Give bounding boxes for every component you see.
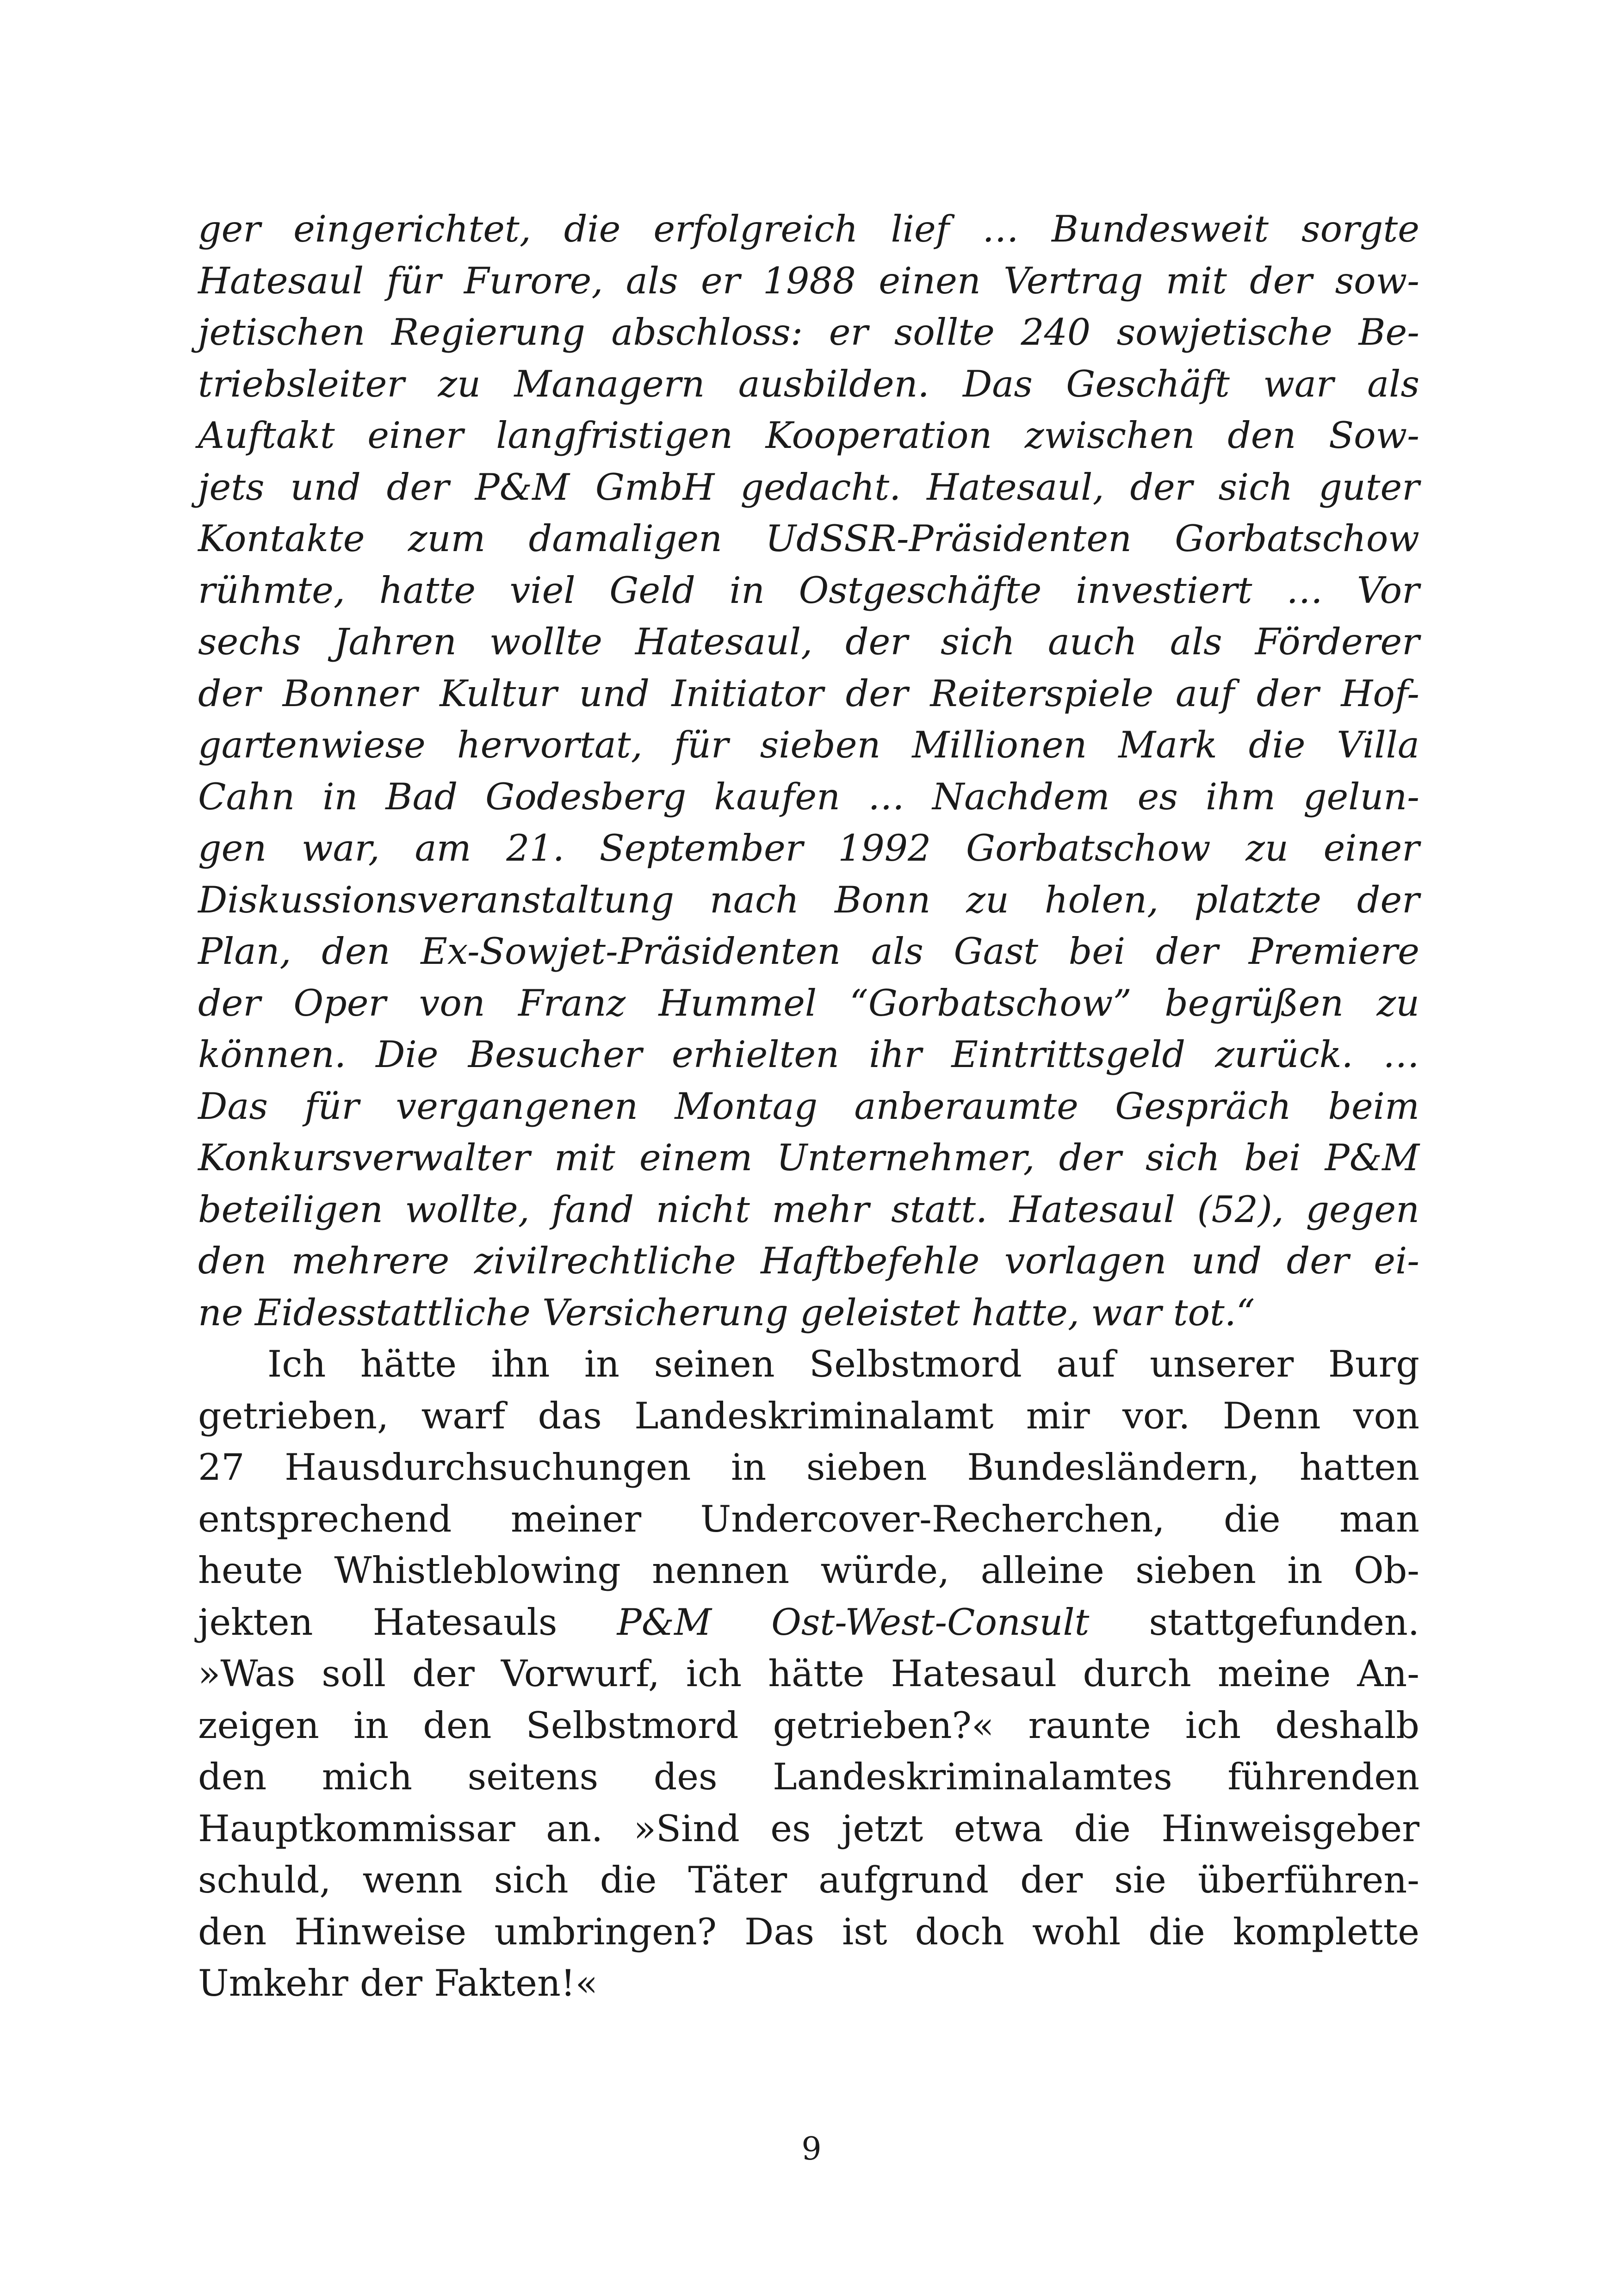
quote-line: gartenwiese hervortat, für sieben Millionen Mark die Villa — [198, 724, 1419, 766]
quote-line: Plan, den Ex-Sowjet-Präsidenten als Gast bei der Premiere — [198, 930, 1419, 973]
quote-line: triebsleiter zu Managern ausbilden. Das Geschäft war als — [198, 362, 1419, 405]
quoted-passage — [198, 204, 1419, 1339]
quote-line: jetischen Regierung abschloss: er sollte 240 sowjetische Be- — [198, 311, 1419, 354]
paragraph-line: 27 Hausdurchsuchungen in sieben Bundesländern, hatten — [198, 1446, 1419, 1489]
quote-line: beteiligen wollte, fand nicht mehr statt. Hatesaul (52), gegen — [198, 1188, 1419, 1231]
paragraph-line: den Hinweise umbringen? Das ist doch wohl die komplette — [198, 1910, 1419, 1953]
paragraph-text: jekten Hatesauls — [198, 1601, 617, 1644]
paragraph-line: heute Whistleblowing nennen würde, alleine sieben in Ob- — [198, 1549, 1419, 1592]
body-paragraph — [198, 1339, 1419, 2010]
quote-line: Das für vergangenen Montag anberaumte Gespräch beim — [198, 1085, 1419, 1128]
quote-line: ger eingerichtet, die erfolgreich lief … Bundesweit sorgte — [198, 208, 1419, 250]
quote-line: Diskussionsveranstaltung nach Bonn zu holen, platzte der — [198, 878, 1419, 921]
paragraph-line-mixed — [198, 1597, 1419, 1649]
quote-line: rühmte, hatte viel Geld in Ostgeschäfte investiert … Vor — [198, 569, 1419, 612]
paragraph-line: Umkehr der Fakten!« — [198, 1962, 598, 2004]
quote-line: der Bonner Kultur und Initiator der Reiterspiele auf der Hof- — [198, 672, 1419, 715]
paragraph-line: Ich hätte ihn in seinen Selbstmord auf unserer Burg — [267, 1343, 1419, 1385]
quote-line: sechs Jahren wollte Hatesaul, der sich auch als Förderer — [198, 621, 1419, 663]
body-text — [198, 204, 1419, 2010]
paragraph-line: schuld, wenn sich die Täter aufgrund der sie überführen- — [198, 1859, 1419, 1901]
page-number: 9 — [801, 2131, 822, 2167]
paragraph-line: Hauptkommissar an. »Sind es jetzt etwa die Hinweisgeber — [198, 1807, 1419, 1850]
paragraph-line: getrieben, warf das Landeskriminalamt mir vor. Denn von — [198, 1394, 1419, 1437]
quote-line: ne Eidesstattliche Versicherung geleistet hatte, war tot.“ — [198, 1291, 1255, 1334]
paragraph-line: entsprechend meiner Undercover-Recherchen, die man — [198, 1497, 1419, 1540]
quote-line: Hatesaul für Furore, als er 1988 einen Vertrag mit der sow- — [198, 259, 1419, 302]
quote-line: Konkursverwalter mit einem Unternehmer, der sich bei P&M — [198, 1136, 1419, 1179]
paragraph-line: »Was soll der Vorwurf, ich hätte Hatesaul durch meine An- — [198, 1652, 1419, 1695]
paragraph-line: zeigen in den Selbstmord getrieben?« raunte ich deshalb — [198, 1704, 1419, 1747]
quote-line: den mehrere zivilrechtliche Haftbefehle vorlagen und der ei- — [198, 1240, 1419, 1282]
quote-line: gen war, am 21. September 1992 Gorbatschow zu einer — [198, 827, 1419, 869]
quote-line: der Oper von Franz Hummel “Gorbatschow” begrüßen zu — [198, 981, 1419, 1024]
quote-line: jets und der P&M GmbH gedacht. Hatesaul, der sich guter — [198, 465, 1419, 509]
paragraph-text: stattgefunden. — [1089, 1601, 1419, 1644]
company-name: P&M Ost-West-Consult — [617, 1601, 1090, 1644]
quote-line: Cahn in Bad Godesberg kaufen … Nachdem es ihm gelun- — [198, 775, 1419, 818]
quote-line: können. Die Besucher erhielten ihr Eintrittsgeld zurück. … — [198, 1033, 1419, 1076]
paragraph-line: den mich seitens des Landeskriminalamtes führenden — [198, 1756, 1419, 1798]
quote-line: Auftakt einer langfristigen Kooperation zwischen den Sow- — [198, 414, 1419, 457]
quote-line: Kontakte zum damaligen UdSSR-Präsidenten Gorbatschow — [198, 517, 1419, 560]
